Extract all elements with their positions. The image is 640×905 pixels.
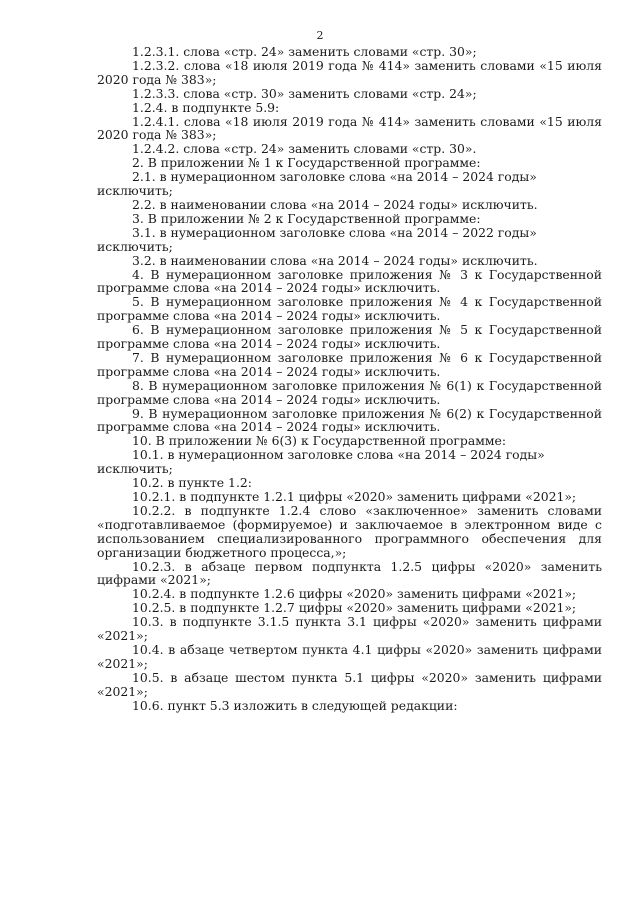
paragraph: 10.1. в нумерационном заголовке слова «на 2014 – 2024 годы» исключить;: [97, 447, 545, 477]
paragraph: 3. В приложении № 2 к Государственной программе:: [132, 210, 481, 226]
paragraph: 2. В приложении № 1 к Государственной программе:: [132, 155, 481, 171]
paragraph: 9. В нумерационном заголовке приложения № 6(2) к Государственной программе слова «на 2014 – 2024 годы» исключить.: [97, 405, 602, 435]
paragraph: 10.4. в абзаце четвертом пункта 4.1 цифры «2020» заменить цифрами «2021»;: [97, 641, 602, 671]
paragraph: 10.6. пункт 5.3 изложить в следующей редакции:: [132, 697, 458, 713]
paragraph: 10.2.5. в подпункте 1.2.7 цифры «2020» заменить цифрами «2021»;: [132, 600, 577, 616]
paragraph: 1.2.4. в подпункте 5.9:: [132, 99, 280, 115]
paragraph: 3.1. в нумерационном заголовке слова «на 2014 – 2022 годы» исключить;: [97, 224, 537, 254]
paragraph: 10.5. в абзаце шестом пункта 5.1 цифры «2020» заменить цифрами «2021»;: [97, 669, 602, 699]
paragraph: 1.2.3.2. слова «18 июля 2019 года № 414» заменить словами «15 июля 2020 года № 383»;: [97, 57, 602, 87]
page-number: 2: [316, 29, 324, 42]
paragraph: 8. В нумерационном заголовке приложения № 6(1) к Государственной программе слова «на 2014 – 2024 годы» исключить.: [97, 377, 602, 407]
paragraph: 10.2.4. в подпункте 1.2.6 цифры «2020» заменить цифрами «2021»;: [132, 586, 577, 602]
paragraph: 5. В нумерационном заголовке приложения № 4 к Государственной программе слова «на 2014 – 2024 годы» исключить.: [97, 294, 602, 324]
paragraph: 10.2.1. в подпункте 1.2.1 цифры «2020» заменить цифрами «2021»;: [132, 489, 577, 504]
paragraph: 10.3. в подпункте 3.1.5 пункта 3.1 цифры «2020» заменить цифрами «2021»;: [97, 614, 602, 644]
paragraph: 1.2.4.2. слова «стр. 24» заменить словами «стр. 30».: [132, 141, 477, 157]
paragraph: 10. В приложении № 6(3) к Государственной программе:: [132, 433, 506, 449]
paragraph: 4. В нумерационном заголовке приложения № 3 к Государственной программе слова «на 2014 – 2024 годы» исключить.: [97, 266, 602, 296]
paragraph: 10.2. в пункте 1.2:: [132, 475, 252, 491]
paragraph: 10.2.3. в абзаце первом подпункта 1.2.5 цифры «2020» заменить цифрами «2021»;: [97, 558, 602, 588]
paragraph: 7. В нумерационном заголовке приложения № 6 к Государственной программе слова «на 2014 – 2024 годы» исключить.: [97, 349, 602, 379]
document-body: [97, 45, 602, 713]
paragraph: 1.2.3.1. слова «стр. 24» заменить словами «стр. 30»;: [132, 44, 477, 59]
paragraph: 3.2. в наименовании слова «на 2014 – 2024 годы» исключить.: [132, 252, 538, 268]
paragraph: 10.2.2. в подпункте 1.2.4 слово «заключенное» заменить словами «подготавливаемое (формируемое) и заключаемое в электронном виде с использованием специализированного программного обеспечения для организации бюджетного процесса,»;: [97, 502, 602, 560]
paragraph: 6. В нумерационном заголовке приложения № 5 к Государственной программе слова «на 2014 – 2024 годы» исключить.: [97, 322, 602, 352]
paragraph: 1.2.3.3. слова «стр. 30» заменить словами «стр. 24»;: [132, 85, 477, 101]
paragraph: 1.2.4.1. слова «18 июля 2019 года № 414» заменить словами «15 июля 2020 года № 383»;: [97, 113, 602, 143]
paragraph: 2.2. в наименовании слова «на 2014 – 2024 годы» исключить.: [132, 196, 538, 212]
paragraph: 2.1. в нумерационном заголовке слова «на 2014 – 2024 годы» исключить;: [97, 169, 537, 199]
